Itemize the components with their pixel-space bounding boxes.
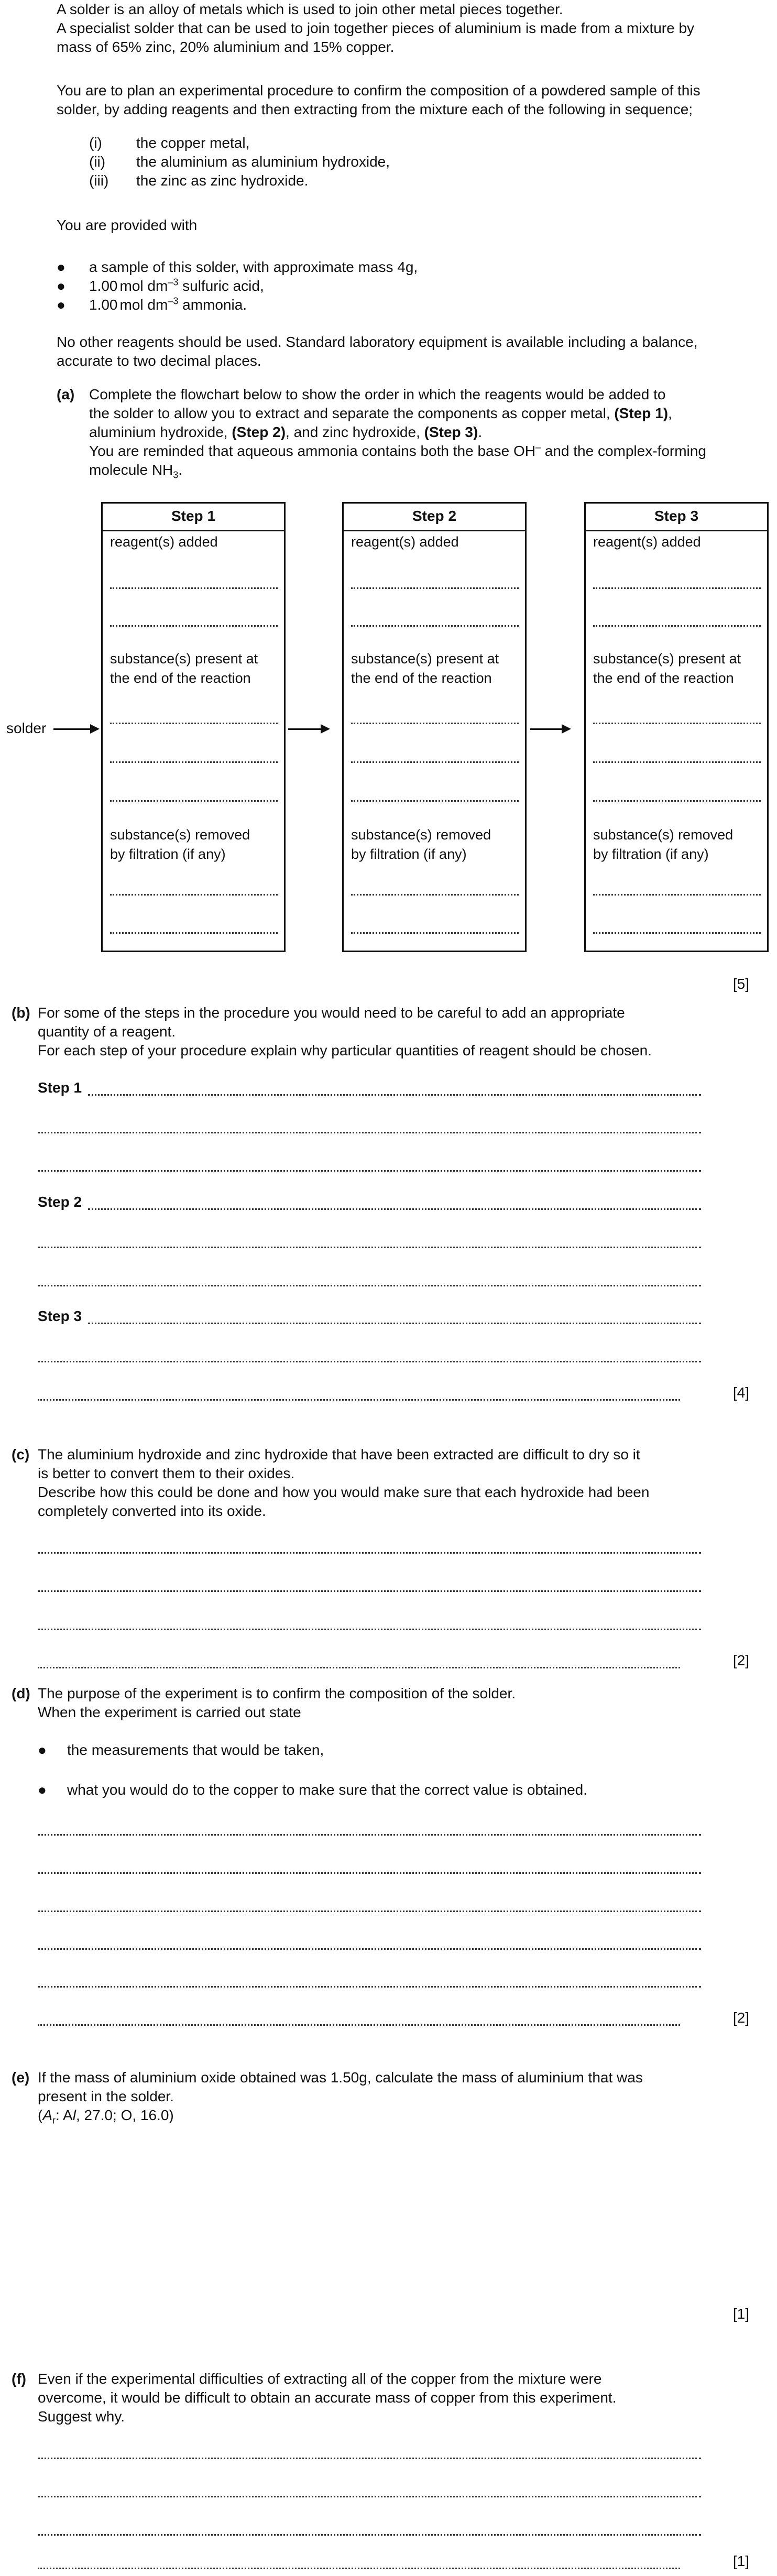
- part-c-label: (c): [12, 1446, 30, 1462]
- label-line: the end of the reaction: [593, 670, 734, 686]
- sequence-item: [89, 134, 613, 152]
- provided-value: 1.00: [89, 278, 118, 294]
- part-a-line: [89, 461, 754, 479]
- part-c-line: completely converted into its oxide.: [38, 1503, 266, 1519]
- provided-text: [89, 296, 247, 314]
- answer-line[interactable]: [38, 1132, 701, 1133]
- step-ref: (Step 1): [614, 405, 669, 421]
- answer-line[interactable]: [351, 625, 519, 627]
- part-b-text: [38, 1003, 750, 1060]
- step-box-3: [584, 502, 769, 952]
- provided-item: [57, 258, 581, 277]
- intro-line: solder, by adding reagents and then extracting from the mixture each of the following in sequence;: [57, 101, 693, 117]
- part-b-mark: [4]: [732, 1384, 749, 1401]
- label-line: the end of the reaction: [351, 670, 492, 686]
- part-b-line: For each step of your procedure explain why particular quantities of reagent should be chosen.: [38, 1042, 652, 1058]
- part-a-text: [89, 385, 754, 479]
- part-a-line: [89, 404, 754, 423]
- part-f-line: Suggest why.: [38, 2408, 125, 2425]
- answer-line[interactable]: [593, 932, 761, 934]
- answer-line[interactable]: [88, 1208, 701, 1210]
- answer-line[interactable]: [38, 1948, 701, 1950]
- part-e-ar-line: [38, 2106, 750, 2125]
- answer-line[interactable]: [110, 800, 278, 802]
- part-e-line: [38, 2068, 750, 2087]
- answer-line[interactable]: [110, 894, 278, 896]
- part-e-label: (e): [12, 2069, 30, 2086]
- intro-line: No other reagents should be used. Standard laboratory equipment is available including a balance,: [57, 334, 698, 350]
- solder-label: solder: [6, 720, 47, 736]
- label-line: substance(s) removed: [351, 827, 491, 843]
- answer-line[interactable]: [351, 761, 519, 763]
- text-segment: .: [178, 462, 183, 478]
- reagents-label: reagent(s) added: [110, 534, 218, 550]
- provided-unit-dm: dm: [143, 278, 168, 294]
- text-segment: aluminium hydroxide,: [89, 424, 232, 440]
- answer-line[interactable]: [593, 723, 761, 724]
- part-b-step1-label: Step 1: [38, 1079, 82, 1096]
- answer-line[interactable]: [351, 932, 519, 934]
- part-a-line: Complete the flowchart below to show the order in which the reagents would be added to: [89, 386, 666, 402]
- arrow-right-icon: [321, 724, 330, 734]
- present-label: [110, 649, 283, 688]
- answer-line[interactable]: [88, 1323, 701, 1324]
- provided-unit: mol: [119, 297, 144, 313]
- arrow-line: [53, 728, 93, 730]
- bullet-text: what you would do to the copper to make sure that the correct value is obtained.: [67, 1782, 588, 1798]
- answer-line[interactable]: [593, 800, 761, 802]
- answer-line[interactable]: [351, 800, 519, 802]
- answer-line[interactable]: [351, 587, 519, 589]
- removed-label: [593, 825, 766, 864]
- part-f-line: overcome, it would be difficult to obtain an accurate mass of copper from this experiment.: [38, 2389, 617, 2406]
- provided-reagent: ammonia.: [178, 297, 247, 313]
- text-segment: , calculate the mass of aluminium that was: [367, 2069, 643, 2086]
- answer-line[interactable]: [38, 1834, 701, 1836]
- provided-heading: You are provided with: [57, 217, 198, 233]
- provided-item: [57, 277, 581, 296]
- sequence-text: the copper metal,: [136, 135, 250, 151]
- step-box-1: [101, 502, 286, 952]
- part-f-line: Even if the experimental difficulties of extracting all of the copper from the mixture were: [38, 2371, 602, 2387]
- provided-unit: g,: [405, 259, 418, 275]
- provided-value: 1.00: [89, 297, 118, 313]
- part-d-line: The purpose of the experiment is to confirm the composition of the solder.: [38, 1685, 516, 1701]
- part-b-step2-label: Step 2: [38, 1194, 82, 1210]
- intro-line: A specialist solder that can be used to join together pieces of aluminium is made from a mixture by: [57, 20, 695, 36]
- step-box-2: [342, 502, 527, 952]
- step-title: Step 1: [103, 504, 284, 531]
- part-a-mark: [5]: [732, 976, 749, 992]
- provided-text: [89, 277, 264, 296]
- step-title: Step 3: [586, 504, 767, 531]
- provided-text-main: a sample of this solder, with approximate mass 4: [89, 259, 406, 275]
- text-segment: molecule NH: [89, 462, 173, 478]
- arrow-line: [288, 728, 323, 730]
- answer-line[interactable]: [88, 1094, 701, 1096]
- part-d-text: [38, 1684, 750, 1722]
- answer-line[interactable]: [38, 1247, 701, 1248]
- step-ref: (Step 2): [232, 424, 286, 440]
- part-c-line: Describe how this could be done and how you would make sure that each hydroxide had been: [38, 1484, 650, 1500]
- present-label: [593, 649, 766, 688]
- label-line: by filtration (if any): [351, 846, 467, 862]
- answer-line[interactable]: [110, 761, 278, 763]
- part-d-line: When the experiment is carried out state: [38, 1704, 301, 1720]
- text-segment: , and zinc hydroxide,: [286, 424, 424, 440]
- removed-label: [110, 825, 283, 864]
- answer-line[interactable]: [38, 1552, 701, 1554]
- answer-line[interactable]: [593, 625, 761, 627]
- part-b-line: quantity of a reagent.: [38, 1023, 176, 1040]
- bullet-icon: ●: [57, 278, 65, 294]
- answer-line[interactable]: [38, 2024, 680, 2026]
- part-b-step3-label: Step 3: [38, 1308, 82, 1324]
- answer-line[interactable]: [38, 1170, 701, 1172]
- arrow-right-icon: [90, 724, 100, 734]
- subscript: r: [52, 2115, 56, 2126]
- unit: g: [359, 2069, 367, 2086]
- text-segment: l: [72, 2107, 76, 2123]
- intro-line: You are to plan an experimental procedure to confirm the composition of a powdered sample of this: [57, 82, 701, 99]
- answer-line[interactable]: [38, 1361, 701, 1362]
- text-segment: : A: [56, 2107, 73, 2123]
- removed-label: [351, 825, 524, 864]
- arrow-right-icon: [562, 724, 571, 734]
- present-label: [351, 649, 524, 688]
- provided-sup: –3: [168, 296, 179, 307]
- sequence-text: the aluminium as aluminium hydroxide,: [136, 154, 390, 170]
- text-segment: If the mass of aluminium oxide obtained was 1.50: [38, 2069, 359, 2086]
- part-d-mark: [2]: [732, 2010, 749, 2026]
- answer-line[interactable]: [38, 2568, 680, 2569]
- part-a-label: (a): [57, 386, 75, 402]
- provided-text: [89, 258, 418, 277]
- superscript: –: [535, 442, 541, 453]
- intro-constraints: [57, 333, 748, 370]
- provided-list: [57, 258, 581, 314]
- answer-line[interactable]: [110, 625, 278, 627]
- answer-line[interactable]: [593, 587, 761, 589]
- part-a-line: [89, 442, 754, 461]
- part-e-mark: [1]: [732, 2306, 749, 2322]
- part-f-mark: [1]: [732, 2553, 749, 2569]
- arrow-line: [530, 728, 565, 730]
- answer-line[interactable]: [593, 894, 761, 896]
- provided-sup: –3: [168, 277, 179, 288]
- intro-line: A solder is an alloy of metals which is used to join other metal pieces together.: [57, 1, 563, 17]
- ar-symbol: A: [42, 2107, 53, 2123]
- bullet-icon: ●: [57, 259, 65, 275]
- reagents-label: reagent(s) added: [351, 534, 459, 550]
- answer-line[interactable]: [110, 723, 278, 724]
- answer-line[interactable]: [38, 1590, 701, 1592]
- provided-unit: mol: [119, 278, 144, 294]
- part-f-label: (f): [12, 2371, 26, 2387]
- text-segment: .: [478, 424, 483, 440]
- part-c-text: [38, 1445, 750, 1521]
- step-ref: (Step 3): [424, 424, 478, 440]
- answer-line[interactable]: [593, 761, 761, 763]
- intro: [57, 0, 748, 57]
- label-line: substance(s) removed: [593, 827, 734, 843]
- answer-line[interactable]: [110, 932, 278, 934]
- sequence-num: (iii): [89, 172, 109, 189]
- text-segment: , 27.0; O, 16.0): [75, 2107, 174, 2123]
- part-c-mark: [2]: [732, 1652, 749, 1668]
- answer-line[interactable]: [38, 2458, 701, 2459]
- intro-plan: [57, 81, 748, 119]
- answer-line[interactable]: [351, 723, 519, 724]
- part-b-line: For some of the steps in the procedure you would need to be careful to add an appropriate: [38, 1005, 625, 1021]
- answer-line[interactable]: [38, 1911, 701, 1912]
- subscript: 3: [173, 470, 179, 481]
- sequence-list: [89, 134, 613, 190]
- sequence-item: [89, 171, 613, 190]
- bullet-icon: ●: [57, 297, 65, 313]
- provided-item: [57, 296, 581, 314]
- intro-line: mass of 65% zinc, 20% aluminium and 15% copper.: [57, 39, 395, 55]
- label-line: by filtration (if any): [593, 846, 709, 862]
- bullet-text: the measurements that would be taken,: [67, 1742, 324, 1758]
- answer-line[interactable]: [38, 1399, 680, 1401]
- part-c-line: is better to convert them to their oxides.: [38, 1465, 295, 1481]
- label-line: substance(s) present at: [593, 651, 741, 667]
- answer-line[interactable]: [38, 1285, 701, 1286]
- part-e-line: present in the solder.: [38, 2088, 174, 2104]
- provided-reagent: sulfuric acid,: [178, 278, 264, 294]
- text-segment: the solder to allow you to extract and separate the components as copper metal,: [89, 405, 615, 421]
- label-line: by filtration (if any): [110, 846, 226, 862]
- label-line: the end of the reaction: [110, 670, 251, 686]
- answer-line[interactable]: [38, 2496, 701, 2497]
- answer-line[interactable]: [351, 894, 519, 896]
- answer-line[interactable]: [38, 1629, 701, 1630]
- part-a-line: [89, 423, 754, 442]
- sequence-num: (i): [89, 135, 102, 151]
- text-segment: You are reminded that aqueous ammonia contains both the base OH: [89, 443, 535, 459]
- part-b-label: (b): [12, 1005, 30, 1021]
- answer-line[interactable]: [38, 1872, 701, 1874]
- bullet-icon: ●: [38, 1742, 47, 1758]
- bullet-icon: ●: [38, 1782, 47, 1798]
- part-e-text: [38, 2068, 750, 2125]
- sequence-text: the zinc as zinc hydroxide.: [136, 172, 309, 189]
- label-line: substance(s) present at: [110, 651, 258, 667]
- text-segment: ,: [668, 405, 672, 421]
- step-title: Step 2: [344, 504, 525, 531]
- part-c-line: The aluminium hydroxide and zinc hydroxide that have been extracted are difficult to dry so it: [38, 1446, 640, 1462]
- provided-unit-dm: dm: [143, 297, 168, 313]
- intro-line: accurate to two decimal places.: [57, 353, 261, 369]
- answer-line[interactable]: [38, 1667, 680, 1668]
- reagents-label: reagent(s) added: [593, 534, 701, 550]
- answer-line[interactable]: [38, 2534, 701, 2536]
- answer-line[interactable]: [38, 1986, 701, 1988]
- answer-line[interactable]: [110, 587, 278, 589]
- sequence-num: (ii): [89, 154, 106, 170]
- part-f-text: [38, 2370, 750, 2426]
- label-line: substance(s) removed: [110, 827, 250, 843]
- part-d-label: (d): [12, 1685, 30, 1701]
- sequence-item: [89, 152, 613, 171]
- text-segment: and the complex-forming: [540, 443, 706, 459]
- text-segment: (: [38, 2107, 43, 2123]
- label-line: substance(s) present at: [351, 651, 499, 667]
